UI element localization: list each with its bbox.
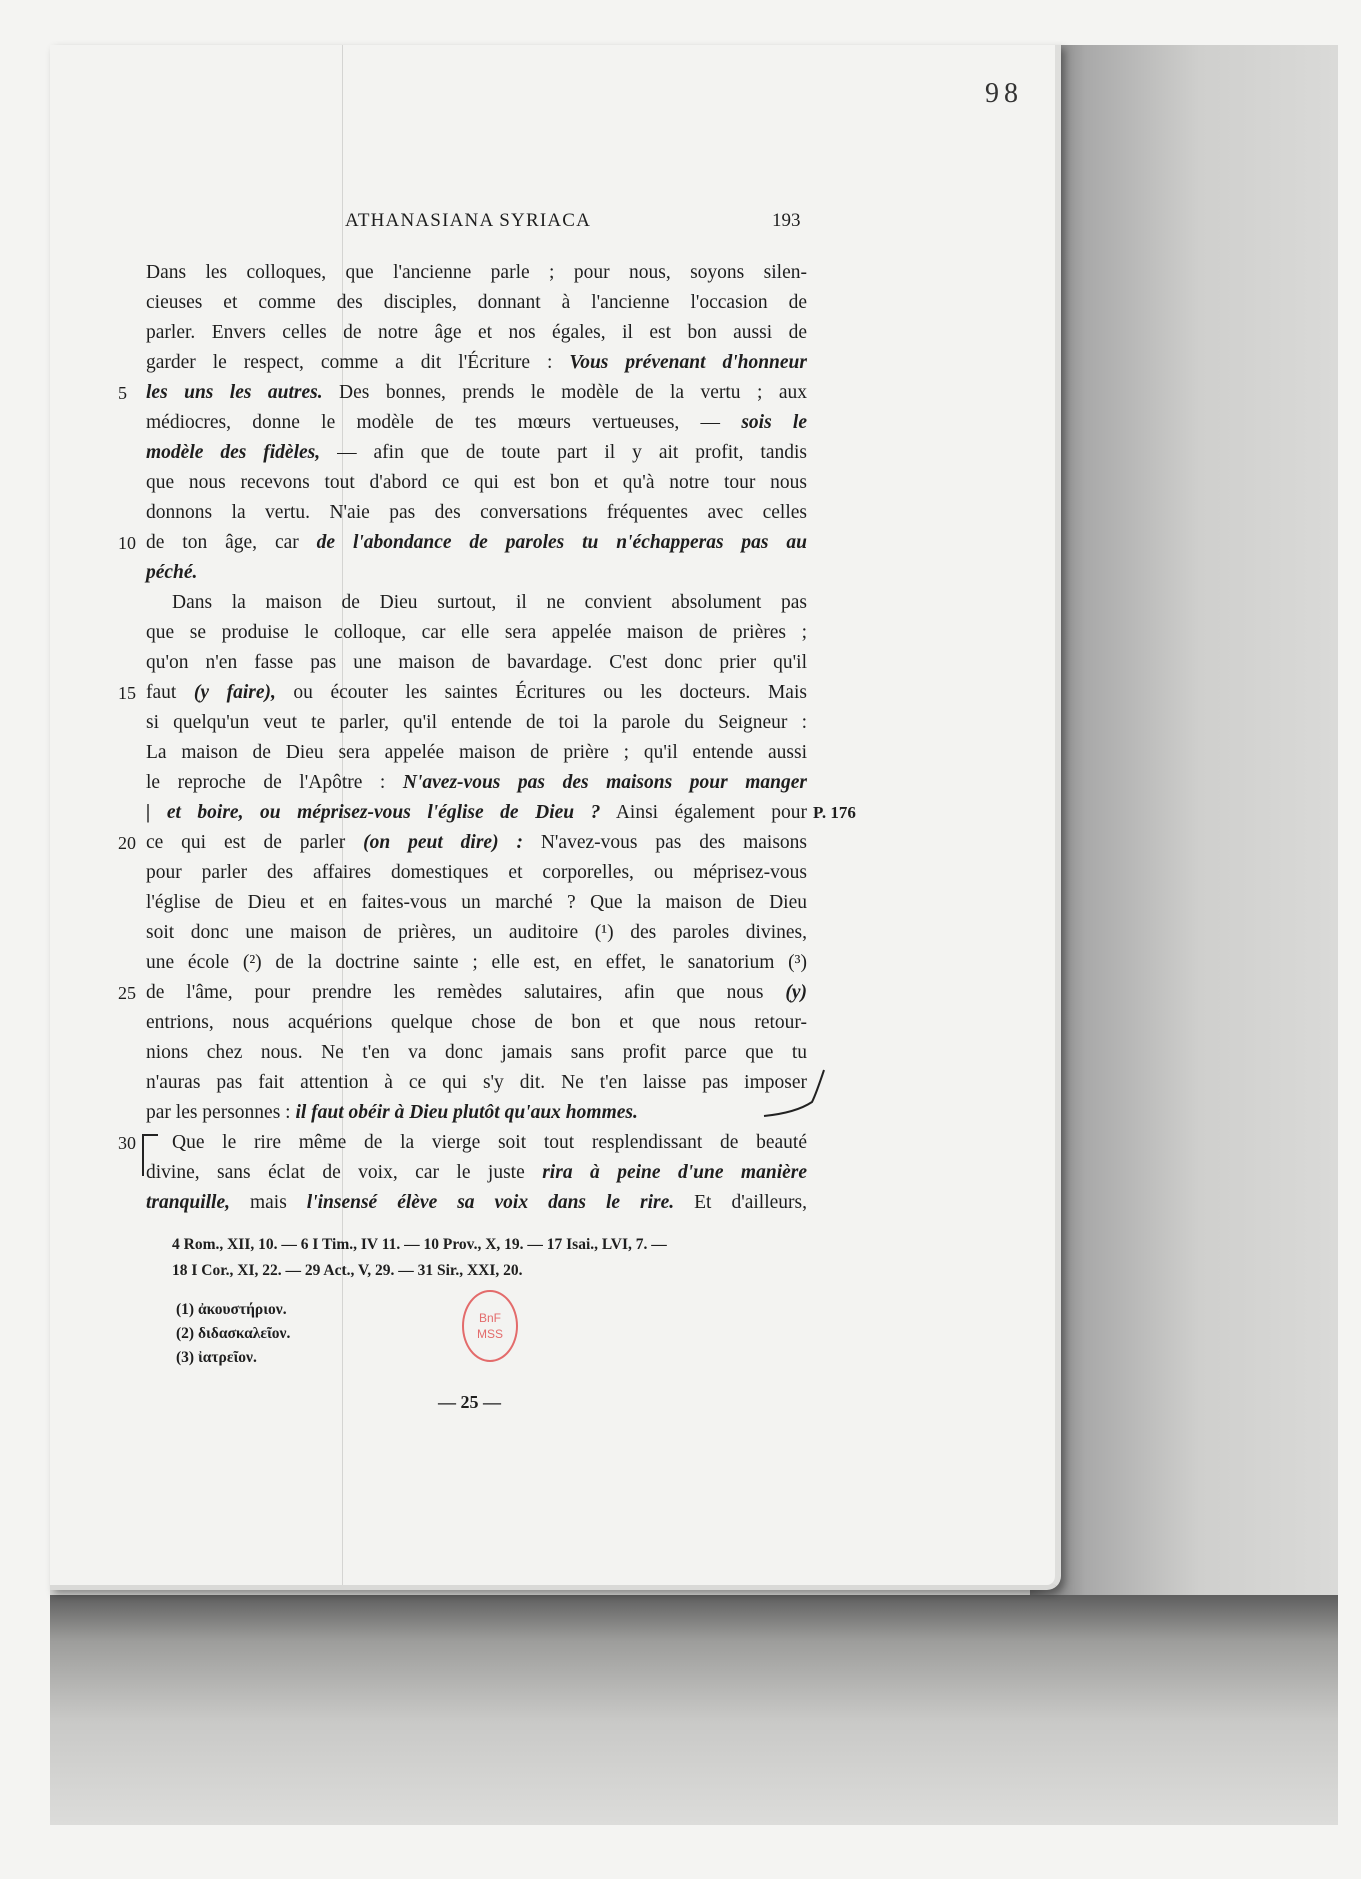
text-line: ce qui est de parler (on peut dire) : N'avez-vous pas des maisons bbox=[146, 832, 808, 853]
text-line: de l'âme, pour prendre les remèdes salutaires, afin que nous (y) bbox=[146, 982, 807, 1003]
line-number: 10 bbox=[118, 533, 136, 553]
text-line: tranquille, mais l'insensé élève sa voix dans le rire. Et d'ailleurs, bbox=[146, 1192, 807, 1213]
text-line: que se produise le colloque, car elle sera appelée maison de prières ; bbox=[146, 622, 807, 643]
margin-page-reference: P. 176 bbox=[813, 803, 856, 822]
text-line: modèle des fidèles, — afin que de toute part il y ait profit, tandis bbox=[146, 442, 807, 463]
text-line: qu'on n'en fasse pas une maison de bavardage. C'est donc prier qu'il bbox=[146, 652, 807, 673]
text-line: Que le rire même de la vierge soit tout resplendissant de beauté bbox=[172, 1132, 807, 1153]
text-line: parler. Envers celles de notre âge et nos égales, il est bon aussi de bbox=[146, 322, 807, 343]
text-line: Dans la maison de Dieu surtout, il ne convient absolument pas bbox=[172, 592, 807, 613]
footnote: (3) ἰατρεῖον. bbox=[176, 1349, 257, 1366]
text-line: garder le respect, comme a dit l'Écriture : Vous prévenant d'honneur bbox=[146, 352, 807, 373]
page-number: 193 bbox=[772, 210, 801, 231]
footnote: (2) διδασκαλεῖον. bbox=[176, 1325, 291, 1342]
text-line: que nous recevons tout d'abord ce qui est bon et qu'à notre tour nous bbox=[146, 472, 807, 493]
text-line: faut (y faire), ou écouter les saintes Écritures ou les docteurs. Mais bbox=[146, 682, 807, 703]
text-line: soit donc une maison de prières, un auditoire (¹) des paroles divines, bbox=[146, 922, 807, 943]
text-line: le reproche de l'Apôtre : N'avez-vous pas des maisons pour manger bbox=[146, 772, 807, 793]
text-line: cieuses et comme des disciples, donnant à l'ancienne l'occasion de bbox=[146, 292, 807, 313]
scripture-references: 18 I Cor., XI, 22. — 29 Act., V, 29. — 31 Sir., XXI, 20. bbox=[172, 1262, 523, 1279]
text-line: pour parler des affaires domestiques et corporelles, ou méprisez-vous bbox=[146, 862, 807, 883]
text-line: médiocres, donne le modèle de tes mœurs vertueuses, — sois le bbox=[146, 412, 807, 433]
text-line: par les personnes : il faut obéir à Dieu plutôt qu'aux hommes. bbox=[146, 1102, 638, 1123]
text-line: | et boire, ou méprisez-vous l'église de Dieu ? Ainsi également pour bbox=[146, 802, 807, 823]
text-line: La maison de Dieu sera appelée maison de prière ; qu'il entende aussi bbox=[146, 742, 807, 763]
page-shadow-right bbox=[1030, 45, 1338, 1645]
footnote: (1) ἀκουστήριον. bbox=[176, 1301, 287, 1318]
scripture-references: 4 Rom., XII, 10. — 6 I Tim., IV 11. — 10 Prov., X, 19. — 17 Isai., LVI, 7. — bbox=[172, 1236, 667, 1253]
line-number: 30 bbox=[118, 1133, 136, 1153]
text-line: l'église de Dieu et en faites-vous un marché ? Que la maison de Dieu bbox=[146, 892, 807, 913]
pen-bracket-mark bbox=[142, 1134, 158, 1176]
text-line: si quelqu'un veut te parler, qu'il entende de toi la parole du Seigneur : bbox=[146, 712, 807, 733]
text-line: donnons la vertu. N'aie pas des conversations fréquentes avec celles bbox=[146, 502, 807, 523]
sheet-number: — 25 — bbox=[438, 1392, 501, 1412]
line-number: 15 bbox=[118, 683, 136, 703]
text-line: une école (²) de la doctrine sainte ; elle est, en effet, le sanatorium (³) bbox=[146, 952, 807, 973]
text-line: de ton âge, car de l'abondance de paroles tu n'échapperas pas au bbox=[146, 532, 808, 553]
text-line: entrions, nous acquérions quelque chose de bon et que nous retour- bbox=[146, 1012, 807, 1033]
text-line: péché. bbox=[146, 562, 198, 583]
folio-number: 98 bbox=[985, 78, 1023, 109]
text-line: les uns les autres. Des bonnes, prends le modèle de la vertu ; aux bbox=[146, 382, 807, 403]
running-title: ATHANASIANA SYRIACA bbox=[345, 210, 592, 231]
page-shadow-bottom bbox=[50, 1595, 1338, 1825]
line-number: 20 bbox=[118, 833, 136, 853]
library-stamp: BnF MSS bbox=[462, 1290, 518, 1362]
text-line: Dans les colloques, que l'ancienne parle ; pour nous, soyons silen- bbox=[146, 262, 807, 283]
text-line: nions chez nous. Ne t'en va donc jamais sans profit parce que tu bbox=[146, 1042, 807, 1063]
line-number: 25 bbox=[118, 983, 136, 1003]
text-line: divine, sans éclat de voix, car le juste rira à peine d'une manière bbox=[146, 1162, 808, 1183]
line-number: 5 bbox=[118, 383, 127, 403]
text-line: n'auras pas fait attention à ce qui s'y dit. Ne t'en laisse pas imposer bbox=[146, 1072, 807, 1093]
pen-stroke-mark bbox=[760, 1068, 830, 1120]
